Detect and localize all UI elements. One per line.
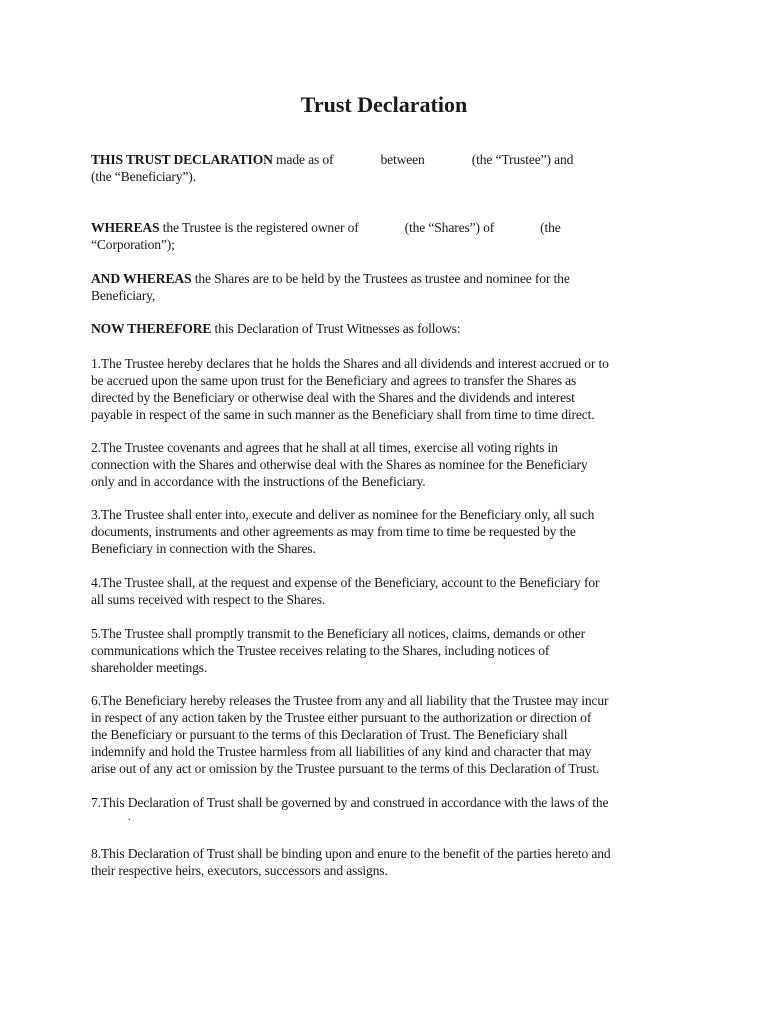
intro-text-between: between <box>380 152 425 167</box>
and-whereas-line-2: Beneficiary, <box>91 288 156 303</box>
clause-line: be accrued upon the same upon trust for the Beneficiary and agrees to transfer the Shares as <box>91 373 577 388</box>
clause-1 <box>91 355 691 423</box>
intro-paragraph <box>91 151 691 185</box>
now-therefore-text: this Declaration of Trust Witnesses as follows: <box>211 321 461 336</box>
clause-line: connection with the Shares and otherwise deal with the Shares as nominee for the Beneficiary <box>91 457 588 472</box>
clause-line: Beneficiary in connection with the Shares. <box>91 541 316 556</box>
clause-5 <box>91 625 691 676</box>
intro-heading: THIS TRUST DECLARATION <box>91 152 273 167</box>
clause-line: 2.The Trustee covenants and agrees that he shall at all times, exercise all voting rights in <box>91 440 558 455</box>
clause-line: 8.This Declaration of Trust shall be binding upon and enure to the benefit of the parties hereto and <box>91 846 611 861</box>
whereas-text-shares: (the “Shares”) of <box>404 220 495 235</box>
clause-line: 3.The Trustee shall enter into, execute and deliver as nominee for the Beneficiary only, all such <box>91 507 595 522</box>
clause-line: the Beneficiary or pursuant to the terms of this Declaration of Trust. The Beneficiary shall <box>91 727 568 742</box>
and-whereas-heading: AND WHEREAS <box>91 271 192 286</box>
clause-6 <box>91 692 691 777</box>
clause-4 <box>91 574 691 608</box>
document-title: Trust Declaration <box>300 92 468 117</box>
intro-text-made-as-of: made as of <box>272 152 334 167</box>
clause-line: directed by the Beneficiary or otherwise deal with the Shares and the dividends and interest <box>91 390 575 405</box>
whereas-text-owner: the Trustee is the registered owner of <box>159 220 359 235</box>
clause-line: 5.The Trustee shall promptly transmit to the Beneficiary all notices, claims, demands or other <box>91 626 586 641</box>
clause-2 <box>91 439 691 490</box>
clause-line: 4.The Trustee shall, at the request and expense of the Beneficiary, account to the Beneficiary for <box>91 575 600 590</box>
clause-line: communications which the Trustee receives relating to the Shares, including notices of <box>91 643 550 658</box>
clause-line: all sums received with respect to the Shares. <box>91 592 326 607</box>
clause-line: 6.The Beneficiary hereby releases the Trustee from any and all liability that the Trustee may incur <box>91 693 609 708</box>
clause-line: only and in accordance with the instructions of the Beneficiary. <box>91 474 426 489</box>
clause-line: in respect of any action taken by the Trustee either pursuant to the authorization or direction of <box>91 710 592 725</box>
clause-8 <box>91 845 691 879</box>
clause-3 <box>91 506 691 557</box>
intro-line-1 <box>91 151 691 168</box>
clause-7 <box>91 794 691 824</box>
and-whereas-paragraph <box>91 270 691 304</box>
now-therefore-line <box>91 320 691 337</box>
whereas-text-the: (the <box>540 220 561 235</box>
clause-line: documents, instruments and other agreements as may from time to time be requested by the <box>91 524 576 539</box>
now-therefore-paragraph <box>91 320 691 337</box>
clause-line: payable in respect of the same in such manner as the Beneficiary shall from time to time direct. <box>91 407 595 422</box>
clause-line: 1.The Trustee hereby declares that he holds the Shares and all dividends and interest accrued or to <box>91 356 609 371</box>
clause-line: indemnify and hold the Trustee harmless from all liabilities of any kind and character that may <box>91 744 592 759</box>
whereas-line-1 <box>91 219 691 236</box>
intro-line-2: (the “Beneficiary”). <box>91 169 196 184</box>
clause-line: arise out of any act or omission by the Trustee pursuant to the terms of this Declaration of Trust. <box>91 761 600 776</box>
clause-line: . <box>128 812 131 823</box>
and-whereas-text: the Shares are to be held by the Trustees as trustee and nominee for the <box>191 271 570 286</box>
whereas-line-2: “Corporation”); <box>91 237 175 252</box>
clause-line: their respective heirs, executors, successors and assigns. <box>91 863 388 878</box>
and-whereas-line-1 <box>91 270 691 287</box>
clause-line: shareholder meetings. <box>91 660 208 675</box>
clause-line: 7.This Declaration of Trust shall be governed by and construed in accordance with the laws of the <box>91 795 609 810</box>
whereas-paragraph <box>91 219 691 253</box>
whereas-heading: WHEREAS <box>91 220 160 235</box>
now-therefore-heading: NOW THEREFORE <box>91 321 212 336</box>
intro-text-trustee: (the “Trustee”) and <box>471 152 574 167</box>
